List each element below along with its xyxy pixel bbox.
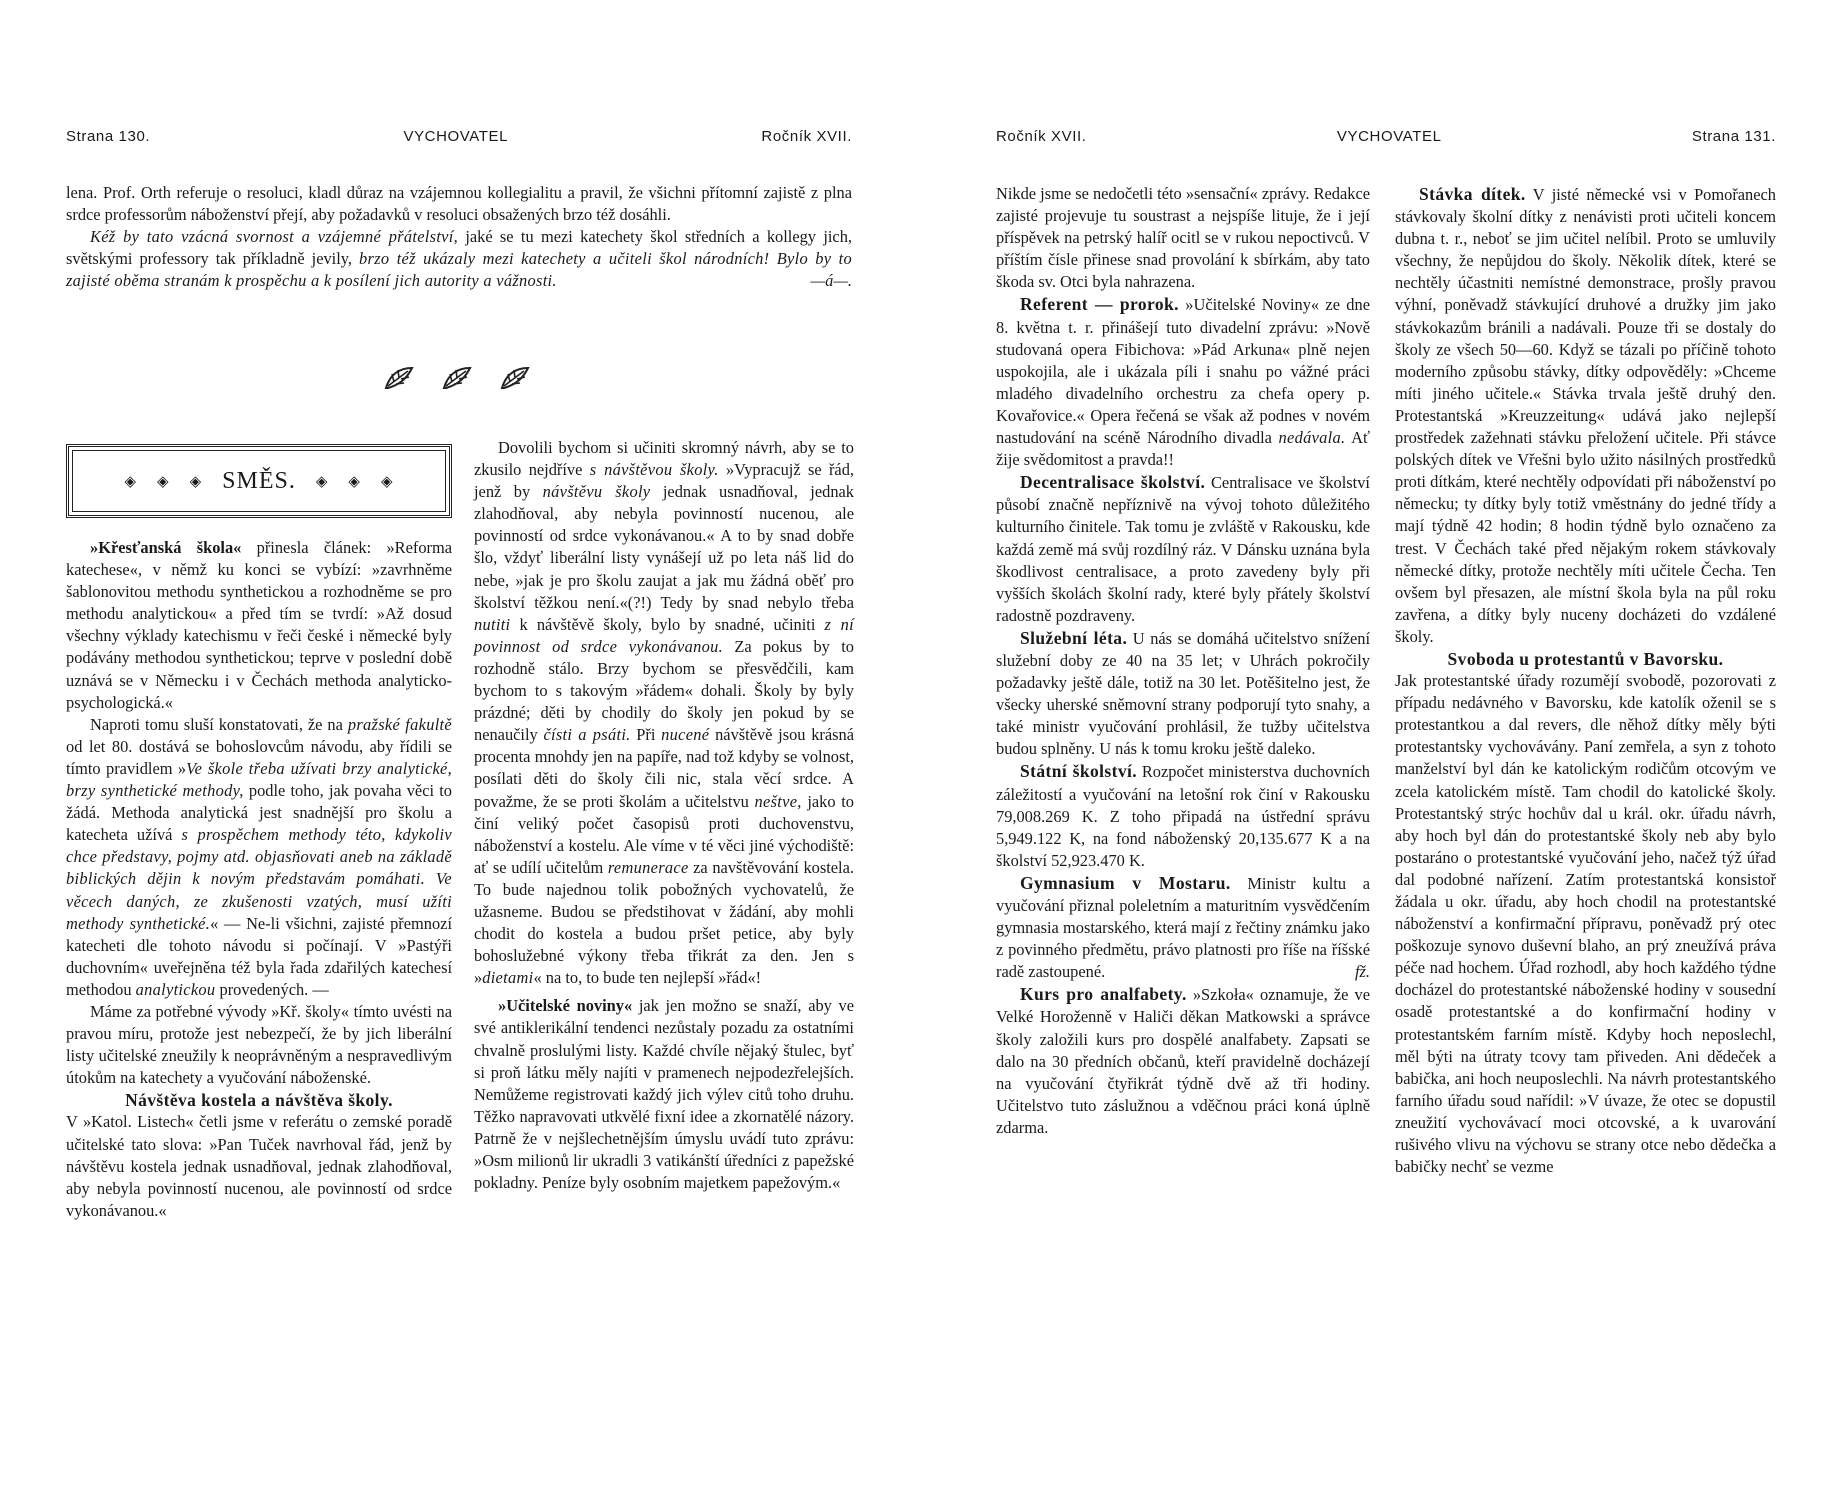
diamond-icon: ◈ (348, 473, 361, 490)
diamond-icon: ◈ (124, 473, 138, 490)
section-title: SMĚS. (222, 467, 296, 494)
left-column-1 (66, 537, 452, 1222)
paragraph: »Křesťanská škola« přinesla článek: »Reforma katechese«, v němž ku konci se vybízí: »zavrhněme šablonovitou methodu synthetickou a rozhodněme se pro methodu analytickou« a před tím se tvrdí: »Až dosud všechny výklady katechismu v řeči české i německé byly podávány methodou synthetickou; teprve v poslední době uznává se v Německu i v Čechách methoda analyticko-psychologická.« (66, 538, 452, 712)
right-page (918, 0, 1836, 1500)
article-title: »Křesťanská škola« (90, 538, 242, 557)
page-number: Strana 131. (1691, 128, 1776, 145)
paragraph: V »Katol. Listech« četli jsme v referátu o zemské poradě učitelské tato slova: »Pan Tuček navrhoval řád, jenž by návštěvu kostela jednak usnadňoval, jednak zlahodňoval, aby nebyla povinností nucenou, ale povinností od srdce vykonávanou.« (66, 1112, 452, 1220)
article-title: Stávka dítek. (1419, 184, 1526, 204)
right-column-1 (996, 183, 1370, 1139)
paragraph: Jak protestantské úřady rozumějí svobodě, pozorovati z případu nedávného v Bavorsku, kde katolík oženil se s protestantkou a dal revers, dle něhož dítky měly býti protestantsky vychovávány. Paní zemřela, a syn z tohoto manželství byl dán ke katolickým rodičům otcovým ve zcela katolickém místě. Tam chodil do katolické školy. Protestantský strýc hochův dal u král. okr. úřadu návrh, aby hoch byl dán do protestantské školy neb aby bylo postaráno o protestantské vyučování jeho, načež týž úřad dal podobné nařízení. Zatím protestantská konsistoř žádala u okr. úřadu, aby hoch chodil na protestantské náboženství a konfirmační přípravu, poněvadž prý otec poškozuje synovo duševní blaho, an prý zneužívá práva péče nad hochem. Úřad rozhodl, aby hoch každého týdne docházel do protestantské náboženské hodiny v sousední osadě protestantské a do konfirmační hodiny v protestantském farním místě. Kdyby hoch neposlechl, měl býti na útraty tcovy tam přiveden. Ani dědeček a babička, ani hoch neuposlechli. Na návrh protestantského farního úřadu soud nařídil: »V úvaze, že otec se dopustil zneužití vychovávací moci otcovské, a k uvarování rušivého vlivu na výchovu se strany otce nebo dědečka a babičky nechť se vezme (1395, 671, 1776, 1177)
diamond-icon: ◈ (315, 473, 329, 490)
article-title: Služební léta. (1020, 627, 1128, 648)
leaf-ornament-icon (382, 364, 416, 392)
paragraph: Decentralisace školství. Centralisace ve školství působí značně nepříznivě na vývoj tohoto důležitého kulturního činitele. Tak tomu je zvláště v Rakousku, kde každá země má svůj rozdílný ráz. V Dánsku uznána byla škodlivost centralisace, a proto zavedeny byly při vyšších školách školní rady, které byly přátely školství radostně pozdraveny. (996, 472, 1370, 625)
article-title: Decentralisace školství. (1020, 472, 1206, 493)
signature: —á—. (810, 271, 852, 291)
article-title: »Učitelské noviny« (498, 996, 633, 1016)
journal-title: VYCHOVATEL (1336, 128, 1442, 145)
volume-label: Ročník XVII. (761, 128, 852, 145)
paragraph: Referent — prorok. »Učitelské Noviny« ze dne 8. května t. r. přinášejí tuto divadelní zprávu: »Nově studovaná opera Fibichova: »Pád Arkuna« plně nejen uspokojila, ale i ukázala píli i snahu po vážné práci mladého divadelního orchestru za chefa opery p. Kovařovice.« Opera řečená se však až podnes v novém nastudování na scéně Národního divadla nedávala. Ať žije svědomitost a pravda!! (996, 294, 1370, 470)
right-column-2 (1395, 183, 1776, 1178)
paragraph: Naproti tomu sluší konstatovati, že na pražské fakultě od let 80. dostává se bohoslovcům návodu, aby řídili se tímto pravidlem »Ve škole třeba užívati brzy analytické, brzy synthetické methody, podle toho, jak povaha věci to žádá. Methoda analytická jest snadnější pro školu a katecheta užívá s prospěchem methody této, kdykoliv chce představy, pojmy atd. objasňovati aneb na základě biblických dějin k novým představám pomáhati. Ve věcech daných, ze zkušenosti vzatých, musí užíti methody synthetické.« — Ne-li všichni, zajisté přemnozí katecheti dle tohoto návodu si počínají. V »Pastýři duchovním« uveřejněna též byla řada zdařilých katechesí methodou analytickou provedených. — (66, 714, 453, 999)
paragraph: Dovolili bychom si učiniti skromný návrh, aby se to zkusilo nejdříve s návštěvou školy. »Vypracujž se řád, jenž by návštěvu školy jednak usnadňoval, jednak zlahodňoval, aby nebyla povinností nucenou, ale povinností od srdce vykonávanou.« A to by snad dobře šlo, vždyť liberální listy vynášejí už po leta náš lid do nebe, »jak je pro školu zaujat a jak mu žádná oběť pro školství těžkou není.«(?!) Tedy by snad nebylo třeba nutiti k návštěvě školy, bylo by snadné, učiniti z ní povinnost od srdce vykonávanou. Za pokus by to rozhodně stálo. Brzy bychom se přesvědčili, kam bychom to s takovým »řádem« dohali. Školy by byly prázdné; děti by chodily do školy jen pokud by se nenaučily čísti a psáti. Při nucené návštěvě jsou krásná procenta mnohdy jen na papíře, nad tož kdyby se volnost, posílati děti do školy čili nic, stala věcí srdce. A považme, že se proti školám a učitelstvu neštve, jako to činí veliký počet časopisů proti duchovenstvu, náboženství a kostelu. Ale víme v té věci jiné východiště: ať se udílí učitelům remunerace za navštěvování kostela. To bude najednou tolik pobožných vychovatelů, že užasneme. Budou se předstihovat v žádání, aby mohli chodit do kostela a budou pršet petice, aby byly bohoslužebné výkony třeba třikrát za den. Jen s »dietami« na to, to bude ten nejlepší »řád«! (474, 438, 854, 988)
left-column-2 (474, 437, 854, 1194)
ornament-row (382, 364, 532, 394)
article-title: Kurs pro analfabety. (1020, 984, 1187, 1005)
article-title: Referent — prorok. (1020, 294, 1179, 315)
page-number: Strana 130. (66, 128, 151, 145)
diamond-icon: ◈ (380, 473, 394, 490)
leaf-ornament-icon (440, 364, 474, 392)
running-head-left (66, 128, 852, 148)
paragraph: lena. Prof. Orth referuje o resoluci, kladl důraz na vzájemnou kollegialitu a pravil, že všichni přítomní zajistě z plna srdce professorům náboženství přejí, aby požadavků v resoluci obsažených brzo též dosáhli. (66, 183, 852, 225)
article-title: Státní školství. (1020, 761, 1138, 782)
signature: fž. (1354, 962, 1370, 982)
article-title: Gymnasium v Mostaru. (1020, 872, 1231, 893)
intro-paragraphs (66, 182, 852, 292)
paragraph: Kéž by tato vzácná svornost a vzájemné přátelství, jaké se tu mezi katechety škol středních a kollegy jich, světskými professory tak příkladně jevily, brzo též ukázaly mezi katechety a učiteli škol národních! Bylo by to zajisté oběma stranám k prospěchu a k posílení jich autority a vážnosti. —á—. (66, 226, 852, 292)
section-title-box (66, 444, 452, 518)
paragraph: Máme za potřebné vývody »Kř. školy« tímto uvésti na pravou míru, protože jest nebezpečí, že by jich liberální listy učitelské zneužily k neoprávněným a nespravedlivým útokům na katechety a vyučování náboženské. (66, 1001, 452, 1088)
paragraph: »Učitelské noviny« jak jen možno se snaží, aby ve své antiklerikální tendenci nezůstaly pozadu za ostatními chvalně proslulými listy. Každé chvíle nějaký štulec, byť si proň látku měly najíti v pramenech nejpodezřelejších. Nemůžeme registrovati každý jich výlev citů toho druhu. Těžko napravovati utkvělé fixní idee a zkornatělé názory. Patrně že v nejšlechetnějším úmyslu uvádí tuto zprávu: »Osm milionů lir ukradli 3 vatikánští úředníci z papežské pokladny. Peníze byly osobním majetkem papežovým.« (474, 996, 854, 1193)
volume-label: Ročník XVII. (996, 128, 1087, 145)
diamond-icon: ◈ (189, 473, 203, 490)
leaf-ornament-icon (498, 364, 532, 392)
article-heading: Svoboda u protestantů v Bavorsku. (1447, 648, 1724, 669)
paragraph: Služební léta. U nás se domáhá učitelstvo snížení služební doby ze 40 na 35 let; v Uhrách pokročily požadavky ještě dále, totiž na 30 let. Potěšitelno jest, že všecky uherské sněmovní strany podporují tyto snahy, a také ministr vyučování prohlásil, že tužby učitelstva budou splněny. U nás k tomu kroku ještě daleko. (996, 627, 1370, 759)
diamond-icon: ◈ (157, 473, 170, 490)
paragraph: Kurs pro analfabety. »Szkoła« oznamuje, že ve Velké Horoženně v Haliči děkan Matkowski a správce školy založili kurs pro dospělé analfabety. Zapsati se dalo na 30 předních občanů, kteří pravidelně docházejí na vyučování čtyřikrát týdně dvě až tři hodiny. Učitelstvo tuto záslužnou a vděčnou práci koná úplně zdarma. (996, 984, 1370, 1137)
paragraph: Státní školství. Rozpočet ministerstva duchovních záležitostí a vyučování na letošní rok činí v Rakousku 79,008.269 K. Z toho připadá na ústřední správu 5,949.122 K, na fond náboženský 20,135.677 K a na školství 52,923.470 K. (996, 761, 1370, 870)
paragraph: Nikde jsme se nedočetli této »sensační« zprávy. Redakce zajisté projevuje tu soustrast a nejspíše lituje, že i její příspěvek na petrský halíř ocitl se v rukou nepoctivců. V příštím čísle přinese snad provolání k sbírkám, aby tato škoda sv. Otci byla nahrazena. (996, 184, 1370, 292)
article-heading: Návštěva kostela a návštěva školy. (125, 1090, 393, 1111)
journal-title: VYCHOVATEL (403, 128, 509, 145)
running-head-right (996, 128, 1776, 148)
paragraph: Gymnasium v Mostaru. Ministr kultu a vyučování přiznal poleletním a maturitním vysvědčením gymnasia mostarského, která mají z řečtiny známku jako z povinného předmětu, právo platnosti pro říše na říšské radě zastoupené. fž. (996, 872, 1370, 983)
paragraph: Stávka dítek. V jisté německé vsi v Pomořanech stávkovaly školní dítky z nenávisti proti učiteli koncem dubna t. r., neboť se jim učitel nelíbil. Proto se umluvily všechny, že nepůjdou do školy. Několik dítek, které se nechtěly účastniti nemístné demonstrace, prošly pravou výhní, poněvadž stávkující druhové a družky jim jako stávkokazům bránili a nadávali. Pouze tři se dostaly do školy ze všech 50—60. Když se tázali po příčině tohoto moderního způsobu stávky, dítky odpověděly: »Chceme míti jiného učitele.« Stávka trvala ještě druhý den. Protestantská »Kreuzzeitung« udává jako nejlepší prostředek zažehnati stávku přeložení učitele. Při stávce polských dítek ve Vřešni bylo užito násilných prostředků proti dítkám, které nechtěly odpovídati při náboženství po německu; ty dítky byly totiž vměstnány do jedné třídy a mají týdně 42 hodin; 8 hodin týdně bylo označeno za trest. V Čechách také před nějakým rokem stávkovaly německé dítky, protože nechtěly míti učitele Čecha. Ten ovšem byl přesazen, ale místní škola byla na půl roku zavřena, a dítky byly nuceny docházeti do vzdálené školy. (1395, 184, 1777, 646)
